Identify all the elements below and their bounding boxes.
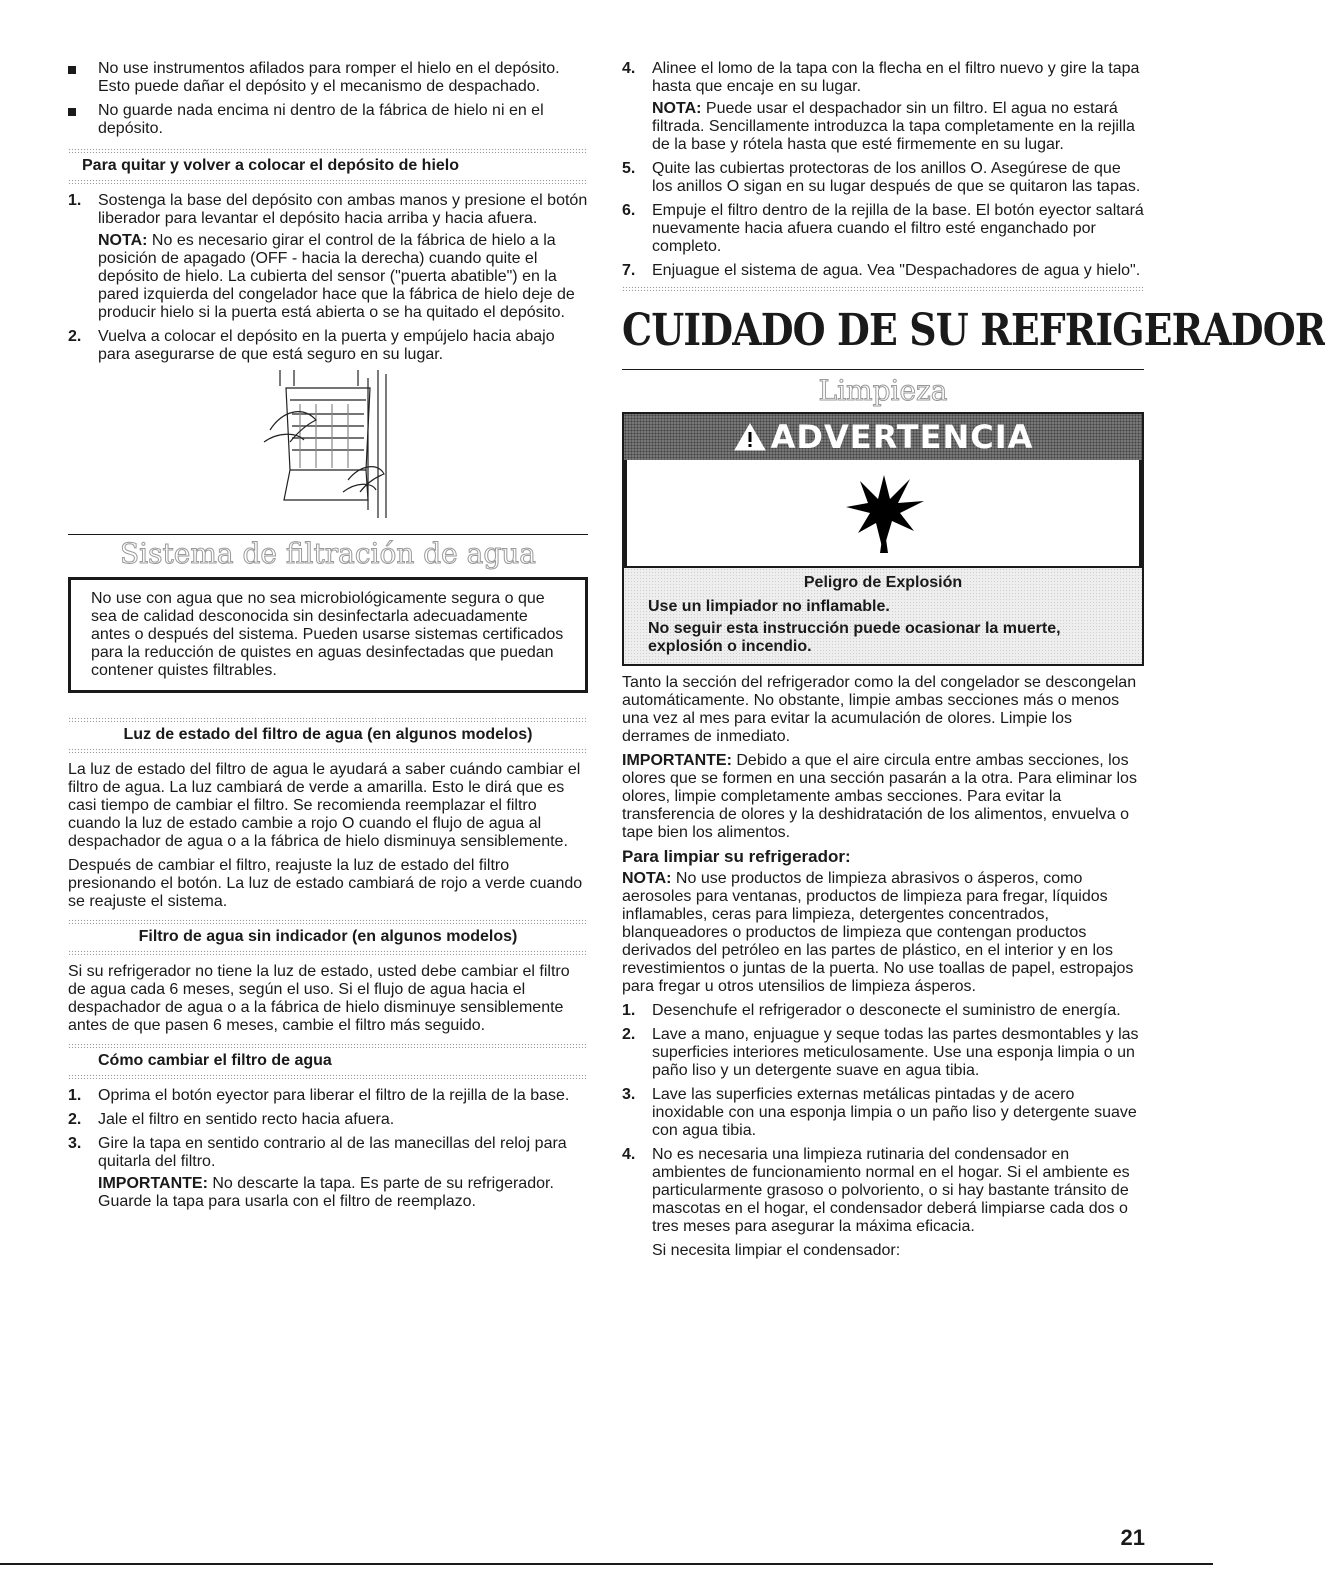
ice-bin-cautions (68, 60, 588, 138)
note-label: IMPORTANTE: (98, 1175, 208, 1192)
filtration-warning-box (68, 577, 588, 693)
bullet-square (68, 108, 76, 116)
step-text: No es necesaria una limpieza rutinaria del condensador en ambientes de funcionamiento normal en el hogar. Si el ambiente es particularmente grasoso o polvoriento, o si hay bastante tránsito de mascotas en el hogar, el condensador deberá limpiarse cada dos o tres meses para asegurar la máxima eficacia. (652, 1146, 1130, 1235)
important-text: Debido a que el aire circula entre ambas secciones, los olores que se formen en una sección pasarán a la otra. Para eliminar los olores, limpie completamente ambas secciones. Para evitar la transferencia de olores y la deshidratación de los alimentos, envuelva o tape bien los alimentos. (622, 752, 1137, 841)
note-label: NOTA: (622, 870, 672, 887)
warning-header-text: ADVERTENCIA (770, 418, 1034, 456)
step-item (622, 1146, 1144, 1260)
step-item (622, 1026, 1144, 1080)
note-text: No descarte la tapa. Es parte de su refrigerador. Guarde la tapa para usarla con el filtro de reemplazo. (98, 1175, 554, 1210)
note-text: No es necesario girar el control de la fábrica de hielo a la posición de apagado (OFF - hacia la derecha) cuando quite el depósito de hielo. La cubierta del sensor ("puerta abatible") en la pared izquierda del congelador hace que la fábrica de hielo deje de producir hielo si la puerta está abierta o se ha quitado el depósito. (98, 232, 575, 321)
step-tail: Si necesita limpiar el condensador: (652, 1242, 901, 1259)
warning-message (624, 566, 1142, 664)
step-text: Desenchufe el refrigerador o desconecte el suministro de energía. (652, 1002, 1121, 1019)
bullet-item (68, 60, 588, 96)
step-number: 1. (68, 1087, 82, 1104)
cleaning-title: Limpieza (818, 374, 948, 407)
step-number: 4. (622, 1146, 636, 1163)
dotted-divider (68, 950, 588, 955)
step-text: Sostenga la base del depósito con ambas manos y presione el botón liberador para levantar el depósito hacia arriba y hacia afuera. (98, 192, 588, 227)
step-number: 1. (68, 192, 82, 209)
step-note (652, 100, 1144, 154)
left-column (68, 60, 588, 1217)
step-text: Vuelva a colocar el depósito en la puerta y empújelo hacia abajo para asegurarse de que está seguro en su lugar. (98, 328, 555, 363)
explosion-symbol-area (624, 460, 1142, 566)
step-item (68, 1087, 588, 1105)
bottom-rule (0, 1563, 1213, 1565)
status-light-heading: Luz de estado del filtro de agua (en algunos modelos) (123, 726, 533, 743)
change-filter-heading: Cómo cambiar el filtro de agua (98, 1052, 332, 1069)
clean-note (622, 870, 1144, 996)
step-number: 6. (622, 202, 636, 219)
note-label: NOTA: (652, 100, 702, 117)
change-filter-steps-continued (622, 60, 1144, 280)
step-item (68, 1111, 588, 1129)
warning-header (624, 414, 1142, 460)
step-number: 2. (622, 1026, 636, 1043)
step-note (98, 1175, 588, 1211)
warning-line: Use un limpiador no inflamable. (648, 598, 890, 615)
main-title: CUIDADO DE SU REFRIGERADOR (622, 305, 1325, 356)
step-note (98, 232, 588, 322)
warning-line: No seguir esta instrucción puede ocasionar la muerte, explosión o incendio. (648, 620, 1061, 655)
ice-bin-illustration (68, 370, 588, 520)
note-text: Puede usar el despachador sin un filtro. El agua no estará filtrada. Sencillamente introduzca la tapa completamente en la rejilla de la base y rótela hasta que esté firmemente en su lugar. (652, 100, 1135, 153)
step-number: 7. (622, 262, 636, 279)
bullet-square (68, 66, 76, 74)
step-number: 2. (68, 328, 82, 345)
filtration-warning-text: No use con agua que no sea microbiológicamente segura o que sea de calidad desconocida sin desinfectarla adecuadamente antes o después del sistema. Pueden usarse sistemas certificados para la reducción de quistes en aguas desinfectadas que puedan contener quistes filtrables. (91, 590, 564, 679)
status-light-paragraph: Después de cambiar el filtro, reajuste la luz de estado del filtro presionando el botón. La luz de estado cambiará de rojo a verde cuando se reajuste el sistema. (68, 857, 583, 910)
step-text: Empuje el filtro dentro de la rejilla de la base. El botón eyector saltará nuevamente hacia afuera cuando el filtro esté enganchado por completo. (652, 202, 1144, 255)
page-number: 21 (1120, 1525, 1145, 1550)
note-label: NOTA: (98, 232, 148, 249)
step-item (622, 202, 1144, 256)
clean-steps (622, 1002, 1144, 1260)
step-text: Lave a mano, enjuague y seque todas las partes desmontables y las superficies interiores meticulosamente. Use una esponja limpia o un paño liso y un detergente suave en agua tibia. (652, 1026, 1139, 1079)
explosion-icon (838, 473, 928, 553)
right-column (622, 60, 1325, 1266)
step-item (68, 1135, 588, 1211)
step-text: Alinee el lomo de la tapa con la flecha en el filtro nuevo y gire la tapa hasta que encaje en su lugar. (652, 60, 1140, 95)
title-rule (622, 369, 1144, 370)
bullet-item (68, 102, 588, 138)
step-number: 3. (622, 1086, 636, 1103)
explosion-warning-box (622, 412, 1144, 666)
dotted-divider (68, 748, 588, 753)
step-text: Lave las superficies externas metálicas pintadas y de acero inoxidable con una esponja limpia o un paño liso y detergente suave con agua tibia. (652, 1086, 1137, 1139)
change-filter-steps (68, 1087, 588, 1211)
ice-bin-heading: Para quitar y volver a colocar el depósito de hielo (82, 157, 460, 174)
no-indicator-heading: Filtro de agua sin indicador (en algunos modelos) (138, 928, 518, 945)
step-item (622, 262, 1144, 280)
step-text: Gire la tapa en sentido contrario al de las manecillas del reloj para quitarla del filtro. (98, 1135, 567, 1170)
dotted-divider (622, 286, 1144, 291)
section-rule (68, 534, 588, 535)
warning-triangle-icon (733, 422, 767, 452)
step-number: 5. (622, 160, 636, 177)
hazard-label: Peligro de Explosión (803, 574, 963, 591)
ice-bin-drawing (68, 370, 588, 520)
step-number: 1. (622, 1002, 636, 1019)
ice-bin-steps (68, 192, 588, 364)
step-text: Enjuague el sistema de agua. Vea "Despachadores de agua y hielo". (652, 262, 1141, 279)
status-light-paragraph: La luz de estado del filtro de agua le ayudará a saber cuándo cambiar el filtro de agua. La luz cambiará de verde a amarilla. Esto le dirá que es casi tiempo de cambiar el filtro. Se recomienda reemplazar el filtro cuando la luz de estado cambie a rojo O cuando el flujo de agua al despachador de agua o a la fábrica de hielo disminuya sensiblemente. (68, 761, 581, 850)
note-text: No use productos de limpieza abrasivos o ásperos, como aerosoles para ventanas, productos de limpieza para fregar, líquidos inflamables, ceras para limpieza, detergentes concentrados, blanqueadores o productos de limpieza que contengan productos derivados del petróleo en las partes de plástico, en el interior y en los revestimientos o juntas de la puerta. No use toallas de papel, estropajos para fregar u otros utensilios de limpieza ásperos. (622, 870, 1134, 995)
clean-heading: Para limpiar su refrigerador: (622, 847, 851, 866)
step-number: 4. (622, 60, 636, 77)
dotted-divider (68, 1074, 588, 1079)
step-item (622, 160, 1144, 196)
step-item (622, 1086, 1144, 1140)
important-paragraph (622, 752, 1144, 842)
step-item (68, 192, 588, 322)
important-label: IMPORTANTE: (622, 752, 732, 769)
step-text: Quite las cubiertas protectoras de los anillos O. Asegúrese de que los anillos O sigan en su lugar después de que se quitaron las tapas. (652, 160, 1141, 195)
bullet-text: No guarde nada encima ni dentro de la fábrica de hielo ni en el depósito. (98, 102, 544, 137)
cleaning-intro-paragraph: Tanto la sección del refrigerador como la del congelador se descongelan automáticamente. No obstante, limpie ambas secciones más o menos una vez al mes para evitar la acumulación de olores. Limpie los derrames de inmediato. (622, 674, 1137, 745)
step-text: Jale el filtro en sentido recto hacia afuera. (98, 1111, 395, 1128)
filtration-section-title: Sistema de filtración de agua (120, 537, 536, 570)
step-number: 2. (68, 1111, 82, 1128)
step-item (68, 328, 588, 364)
step-item (622, 1002, 1144, 1020)
no-indicator-paragraph: Si su refrigerador no tiene la luz de estado, usted debe cambiar el filtro de agua cada 6 meses, según el uso. Si el flujo de agua hacia el despachador de agua o a la fábrica de hielo disminuye sensiblemente antes de que pasen 6 meses, cambie el filtro más seguido. (68, 963, 570, 1034)
dotted-divider (68, 179, 588, 184)
step-number: 3. (68, 1135, 82, 1152)
step-text: Oprima el botón eyector para liberar el filtro de la rejilla de la base. (98, 1087, 570, 1104)
step-item (622, 60, 1144, 154)
bullet-text: No use instrumentos afilados para romper el hielo en el depósito. Esto puede dañar el depósito y el mecanismo de despachado. (98, 60, 560, 95)
